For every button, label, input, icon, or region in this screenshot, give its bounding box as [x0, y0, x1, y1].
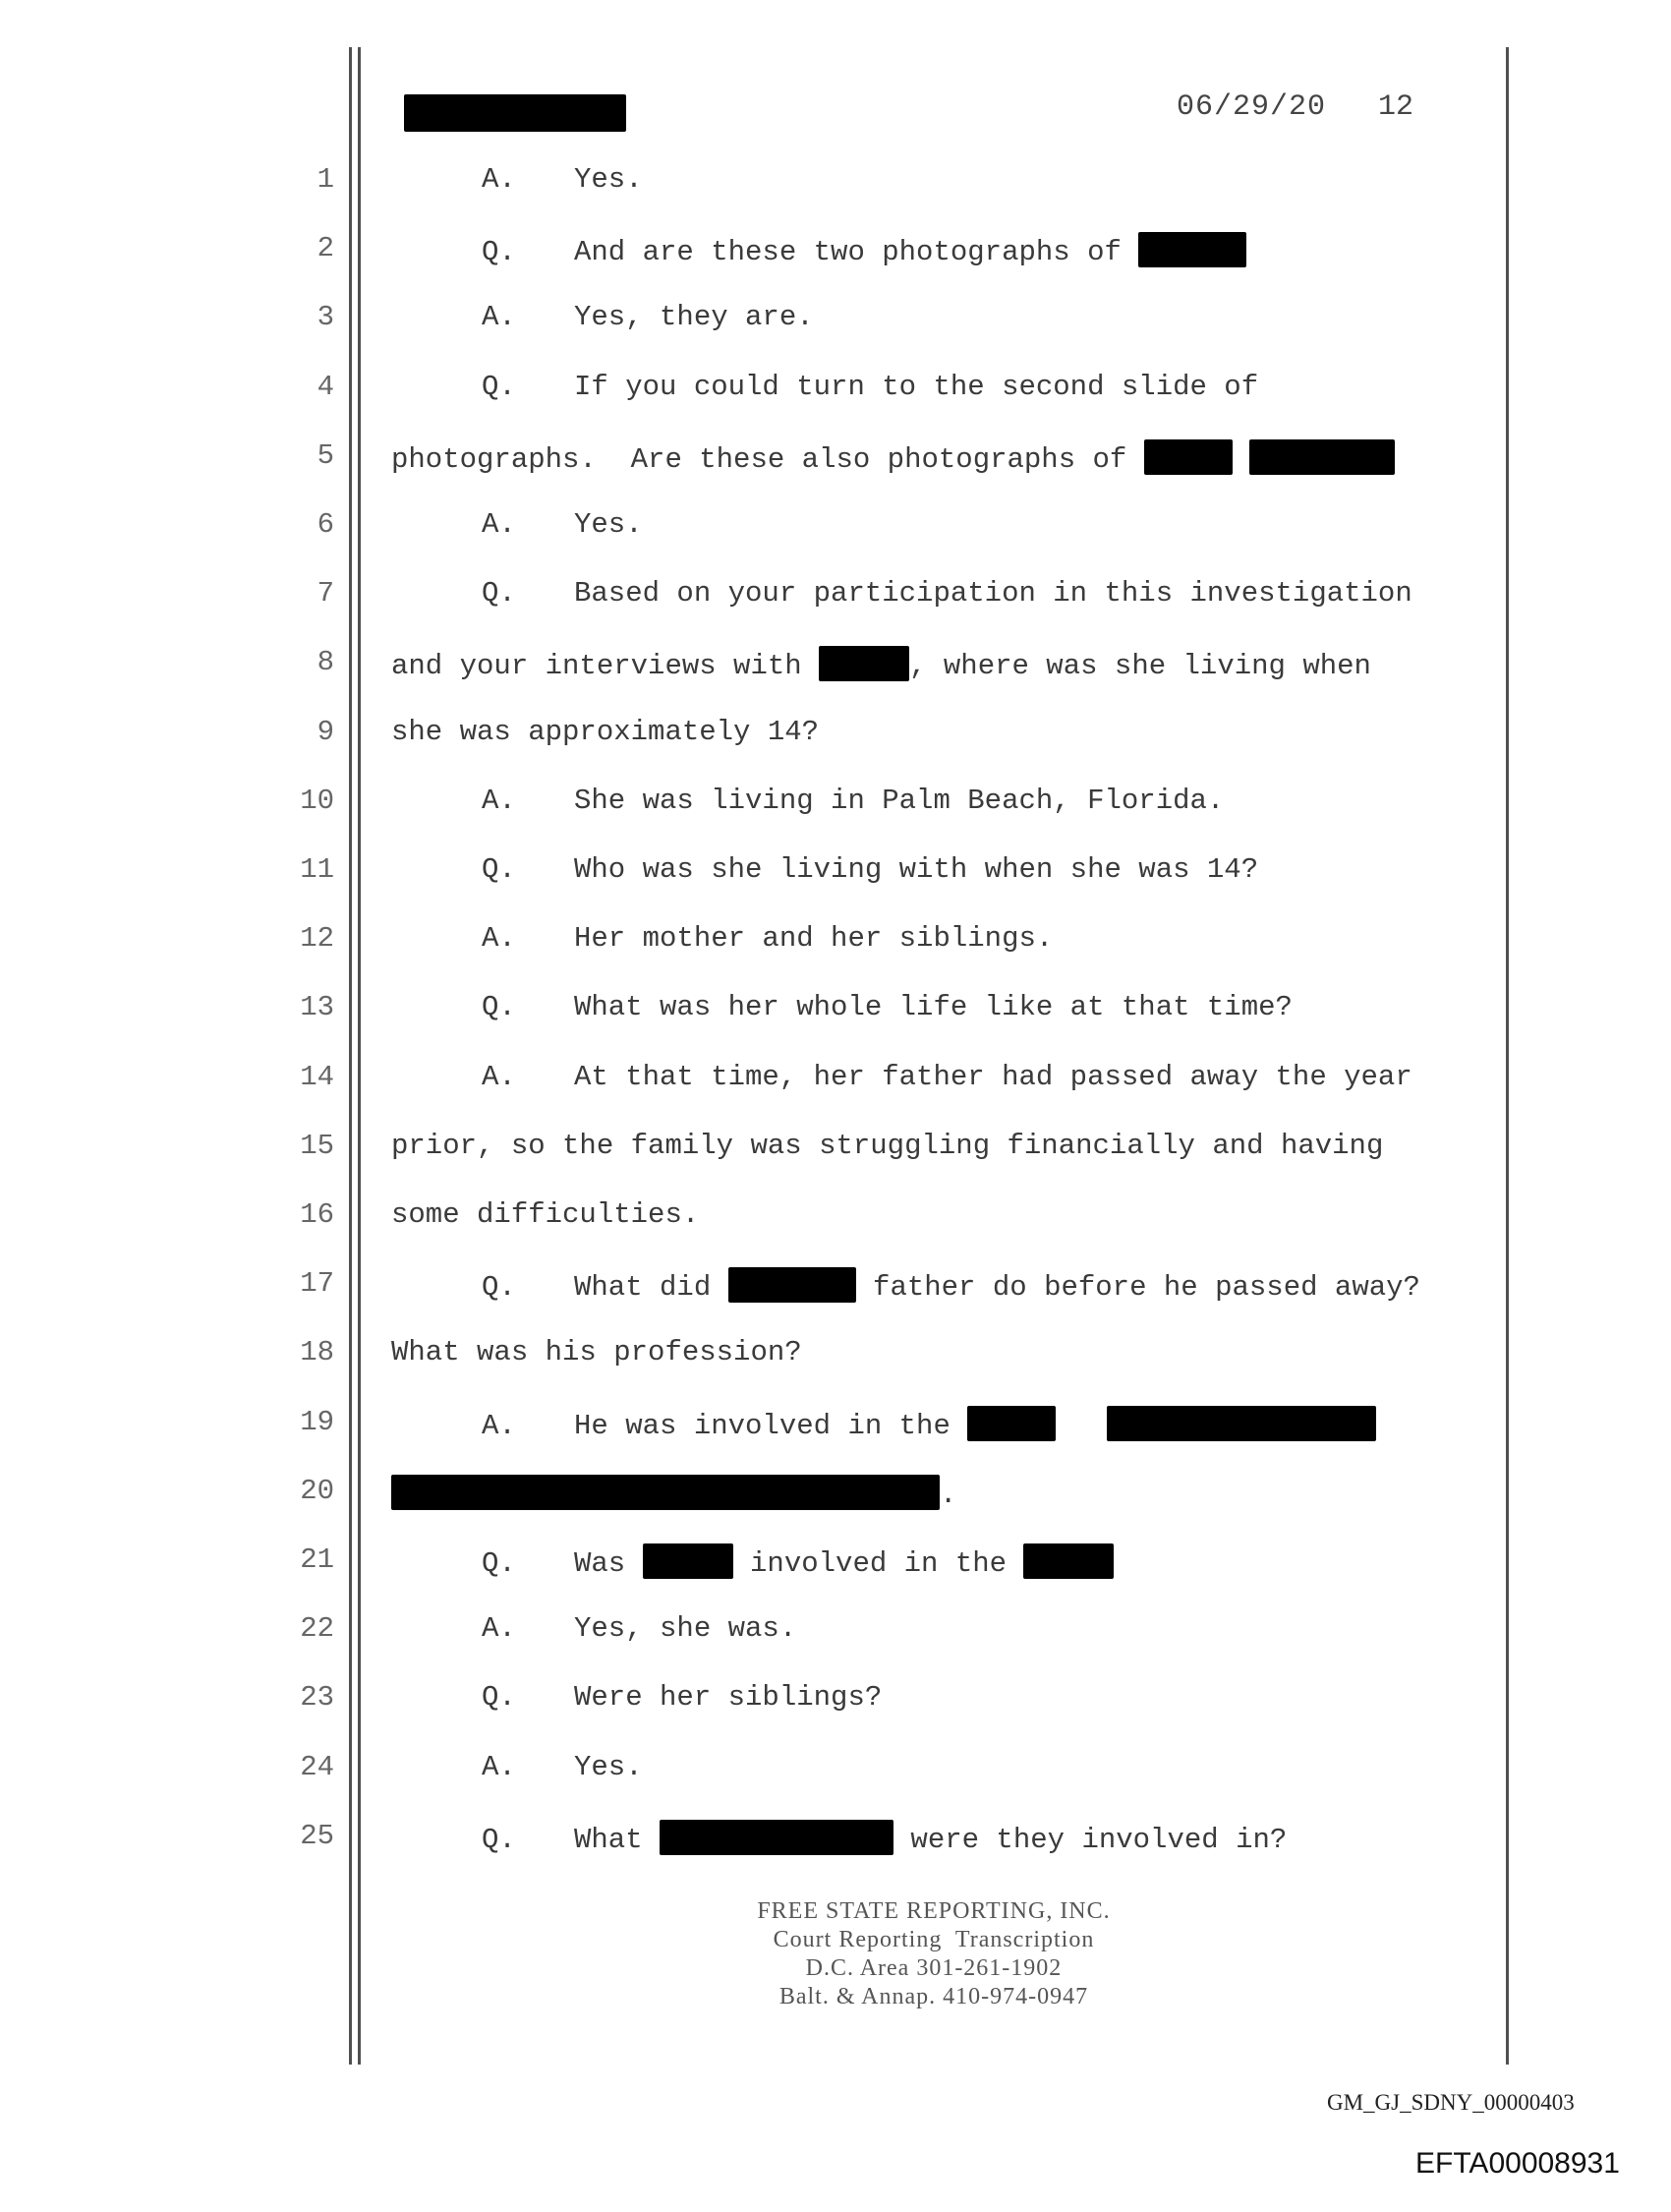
text-segment: .	[940, 1478, 957, 1511]
speaker-label: Q.	[482, 991, 516, 1024]
footer-services: Court Reporting Transcription	[773, 1927, 1095, 1952]
text-segment: some difficulties.	[391, 1198, 700, 1231]
transcript-line	[0, 716, 1671, 785]
line-number: 12	[300, 922, 334, 956]
transcript-line	[0, 439, 1671, 508]
line-text	[482, 1543, 1114, 1580]
speaker-label: Q.	[482, 236, 516, 269]
line-number: 22	[300, 1612, 334, 1646]
transcript-line	[0, 1130, 1671, 1198]
text-segment: Based on your participation in this investigation	[574, 577, 1412, 611]
line-number: 3	[317, 301, 334, 334]
text-segment: Was	[574, 1547, 643, 1580]
text-segment: If you could turn to the second slide of	[574, 370, 1259, 403]
text-segment: Yes.	[574, 1750, 643, 1783]
text-segment: involved in the	[732, 1547, 1024, 1580]
line-number: 17	[300, 1267, 334, 1301]
text-segment: father do before he passed away?	[855, 1271, 1420, 1305]
line-text	[482, 163, 643, 196]
line-number: 9	[317, 715, 334, 748]
redaction-block	[728, 1267, 856, 1303]
speaker-label: Q.	[482, 1547, 516, 1580]
transcript-line	[0, 508, 1671, 577]
line-number: 21	[300, 1543, 334, 1576]
transcript-line	[0, 301, 1671, 370]
line-text	[391, 1130, 1383, 1162]
transcript-line	[0, 1267, 1671, 1336]
speaker-label: A.	[482, 163, 516, 196]
speaker-label: A.	[482, 1060, 516, 1093]
line-number: 7	[317, 577, 334, 611]
footer-company: FREE STATE REPORTING, INC.	[757, 1898, 1111, 1924]
transcript-line	[0, 853, 1671, 922]
speaker-label: A.	[482, 922, 516, 956]
redaction-block	[643, 1543, 733, 1579]
transcript-line	[0, 646, 1671, 715]
line-number: 16	[300, 1198, 334, 1231]
line-text	[391, 1475, 956, 1511]
text-segment: What	[574, 1823, 661, 1856]
footer-balt-phone: Balt. & Annap. 410-974-0947	[778, 1984, 1089, 2009]
text-segment: At that time, her father had passed away the year	[574, 1060, 1412, 1093]
line-number: 8	[317, 646, 334, 679]
efta-number: EFTA00008931	[1415, 2147, 1620, 2180]
transcript-line	[0, 1751, 1671, 1820]
transcript-line	[0, 1612, 1671, 1681]
text-segment: prior, so the family was struggling financially and having	[391, 1129, 1384, 1162]
text-segment: And are these two photographs of	[574, 236, 1139, 269]
header-page-number: 12	[1378, 90, 1414, 124]
reporter-footer	[590, 1897, 1278, 2011]
header-date: 06/29/20	[1177, 90, 1327, 124]
line-text	[482, 1267, 1420, 1304]
line-text	[482, 991, 1293, 1023]
line-text	[482, 1061, 1412, 1093]
speaker-label: Q.	[482, 370, 516, 403]
line-text	[391, 1336, 802, 1368]
text-segment: She was living in Palm Beach, Florida.	[574, 784, 1225, 817]
transcript-line	[0, 1336, 1671, 1405]
header-redaction	[404, 94, 626, 132]
transcript-line	[0, 1681, 1671, 1750]
line-text	[391, 716, 819, 748]
line-number: 13	[300, 991, 334, 1024]
transcript-line	[0, 1475, 1671, 1543]
transcript-line	[0, 991, 1671, 1060]
line-number: 20	[300, 1474, 334, 1507]
transcript-line	[0, 1061, 1671, 1130]
line-number: 18	[300, 1336, 334, 1369]
line-number: 11	[300, 853, 334, 886]
text-segment: Her mother and her siblings.	[574, 922, 1054, 956]
line-text	[482, 1406, 1376, 1442]
transcript-line	[0, 1198, 1671, 1267]
text-segment: Yes, they are.	[574, 301, 814, 334]
transcript-line	[0, 577, 1671, 646]
redaction-block	[1144, 439, 1233, 475]
transcript-line	[0, 785, 1671, 853]
line-text	[482, 1612, 796, 1645]
redaction-block	[1023, 1543, 1114, 1579]
speaker-label: A.	[482, 508, 516, 541]
speaker-label: A.	[482, 1750, 516, 1783]
speaker-label: A.	[482, 1612, 516, 1646]
text-segment: Yes.	[574, 508, 643, 541]
redaction-block	[391, 1475, 940, 1510]
line-text	[391, 439, 1395, 476]
transcript-line	[0, 163, 1671, 232]
line-text	[482, 577, 1412, 610]
redaction-block	[967, 1406, 1056, 1441]
text-segment: were they involved in?	[893, 1823, 1288, 1856]
line-number: 5	[317, 438, 334, 472]
line-number: 1	[317, 163, 334, 196]
transcript-line	[0, 371, 1671, 439]
text-segment: Yes.	[574, 163, 643, 196]
text-segment	[1233, 443, 1249, 476]
text-segment: What did	[574, 1271, 728, 1305]
text-segment: photographs. Are these also photographs of	[391, 442, 1144, 476]
redaction-block	[1107, 1406, 1376, 1441]
speaker-label: Q.	[482, 577, 516, 611]
text-segment	[1056, 1410, 1107, 1442]
text-segment: she was approximately 14?	[391, 715, 820, 748]
text-segment: What was his profession?	[391, 1336, 802, 1369]
line-number: 10	[300, 784, 334, 817]
transcript-line	[0, 1543, 1671, 1612]
redaction-block	[1138, 232, 1246, 267]
transcript-line	[0, 1820, 1671, 1889]
line-number: 14	[300, 1060, 334, 1093]
footer-dc-phone: D.C. Area 301-261-1902	[805, 1955, 1063, 1981]
speaker-label: A.	[482, 1409, 516, 1442]
line-number: 19	[300, 1405, 334, 1438]
text-segment: Yes, she was.	[574, 1612, 797, 1646]
transcript-line	[0, 232, 1671, 301]
text-segment: , where was she living when	[909, 650, 1371, 683]
speaker-label: Q.	[482, 1823, 516, 1856]
speaker-label: A.	[482, 784, 516, 817]
line-text	[482, 853, 1258, 886]
line-text	[482, 371, 1258, 403]
redaction-block	[1249, 439, 1395, 475]
line-number: 4	[317, 370, 334, 403]
redaction-block	[660, 1820, 893, 1855]
bates-number: GM_GJ_SDNY_00000403	[1327, 2090, 1575, 2115]
text-segment: What was her whole life like at that time?	[574, 991, 1293, 1024]
line-text	[391, 1198, 699, 1231]
speaker-label: Q.	[482, 1271, 516, 1305]
text-segment: and your interviews with	[391, 650, 820, 683]
transcript-line	[0, 922, 1671, 991]
line-number: 15	[300, 1129, 334, 1162]
line-text	[482, 1681, 882, 1714]
line-text	[482, 1820, 1287, 1856]
text-segment: He was involved in the	[574, 1409, 968, 1442]
line-number: 23	[300, 1681, 334, 1715]
speaker-label: A.	[482, 301, 516, 334]
speaker-label: Q.	[482, 1681, 516, 1715]
line-number: 2	[317, 232, 334, 265]
line-number: 25	[300, 1819, 334, 1852]
line-text	[482, 508, 643, 541]
line-text	[482, 1751, 643, 1783]
speaker-label: Q.	[482, 853, 516, 886]
line-number: 6	[317, 508, 334, 541]
line-number: 24	[300, 1750, 334, 1783]
line-text	[482, 785, 1224, 817]
text-segment: Who was she living with when she was 14?	[574, 853, 1259, 886]
line-text	[482, 301, 814, 333]
transcript-line	[0, 1406, 1671, 1475]
text-segment: Were her siblings?	[574, 1681, 883, 1715]
line-text	[391, 646, 1371, 682]
line-text	[482, 922, 1053, 955]
redaction-block	[819, 646, 909, 681]
line-text	[482, 232, 1246, 268]
